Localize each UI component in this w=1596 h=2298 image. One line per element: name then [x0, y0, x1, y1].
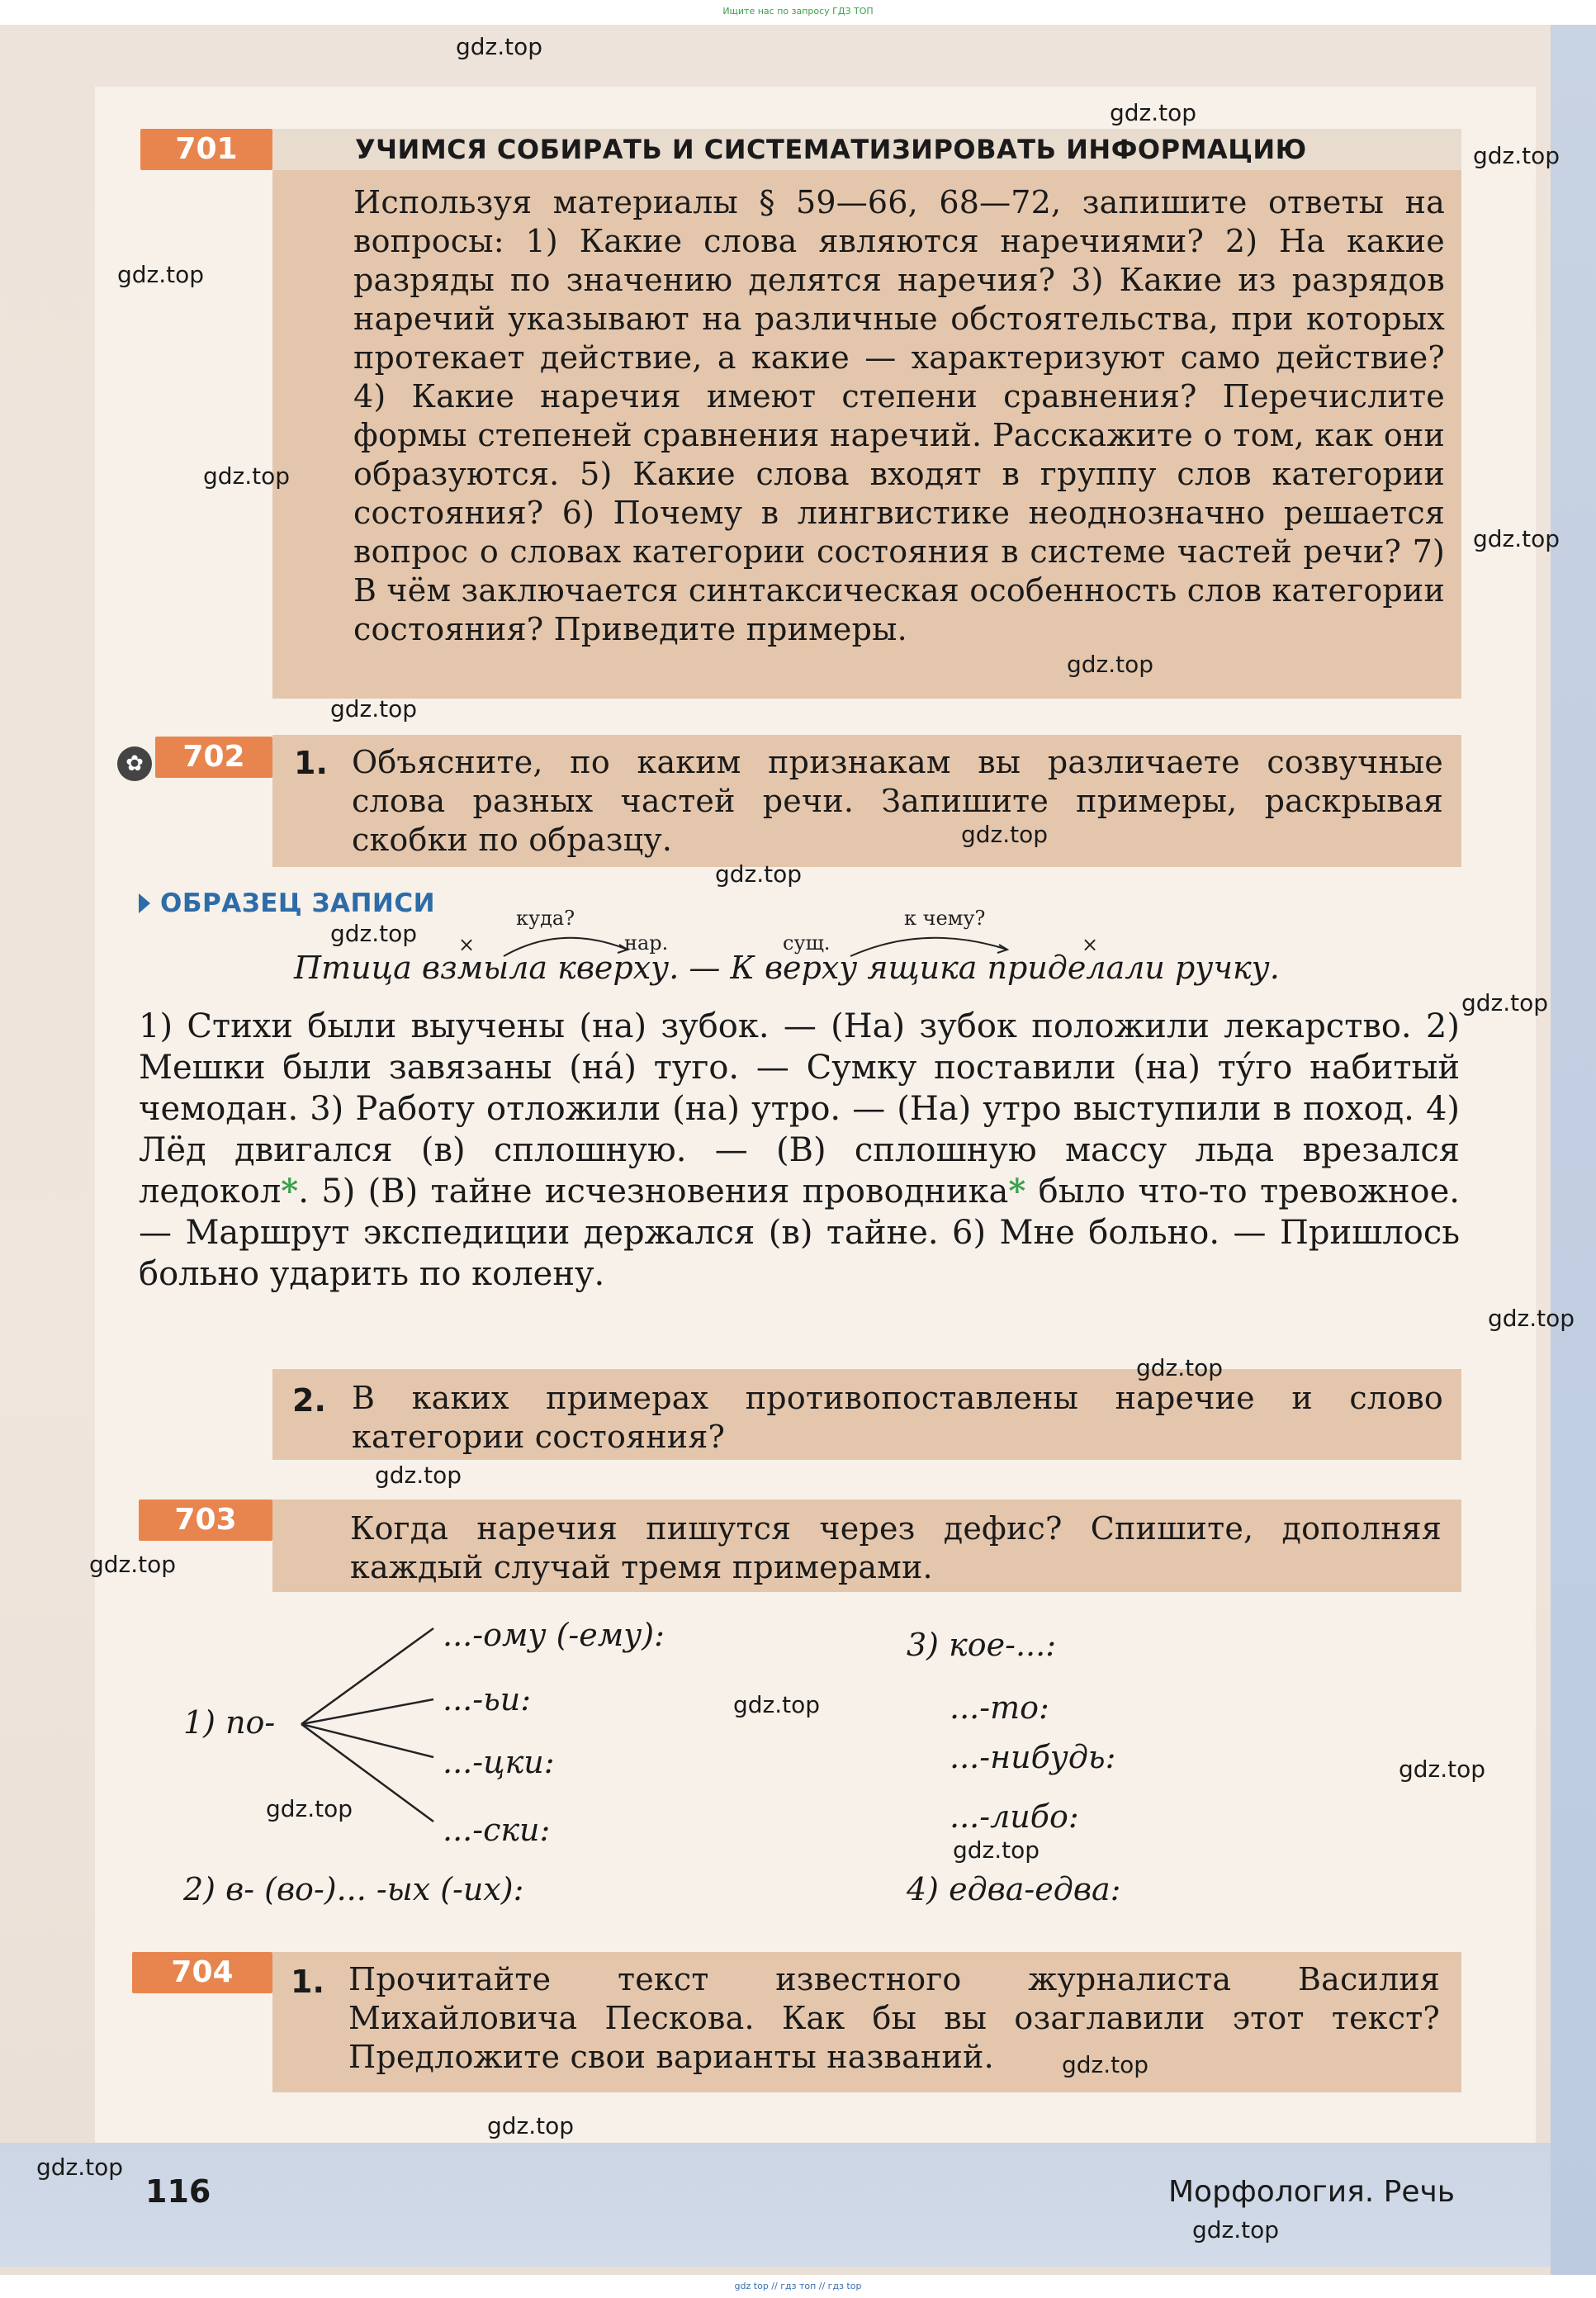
- asterisk-mark: *: [1008, 1172, 1026, 1211]
- sample-label: [139, 888, 435, 918]
- watermark: gdz.top: [36, 2153, 124, 2181]
- watermark: gdz.top: [1062, 2051, 1149, 2078]
- task-702-exercise-text: [139, 1006, 1460, 1295]
- page-number: 116: [145, 2173, 211, 2210]
- scheme-ending-omu: ...-ому (-ему):: [443, 1617, 665, 1653]
- bottom-banner: gdz top // гдз топ // гдз top: [0, 2275, 1596, 2298]
- watermark: gdz.top: [953, 1836, 1040, 1864]
- exercise-text-b: . 5) (В) тайне исчезновения проводника: [298, 1173, 1009, 1211]
- task-701-heading: УЧИМСЯ СОБИРАТЬ И СИСТЕМАТИЗИРОВАТЬ ИНФОРМАЦИЮ: [355, 134, 1307, 165]
- scheme-edva: 4) едва-едва:: [907, 1871, 1121, 1907]
- task-number-701: 701: [140, 129, 272, 170]
- top-banner: Ищите нас по запросу ГДЗ ТОП: [0, 0, 1596, 25]
- watermark: gdz.top: [1488, 1305, 1575, 1332]
- watermark: gdz.top: [1473, 142, 1560, 169]
- exercise-text-c: было что-то тревожное. — Маршрут экспедиции держался (в) тайне. 6) Мне больно. — Пришлось больно ударить по колену.: [139, 1173, 1460, 1293]
- sample-label-text: ОБРАЗЕЦ ЗАПИСИ: [160, 888, 436, 918]
- annot-noun: сущ.: [783, 931, 831, 955]
- sample-sentence: Птица взмыла кверху. — К верху ящика приделали ручку.: [294, 950, 1280, 986]
- scheme-koe: 3) кое-...:: [907, 1627, 1057, 1663]
- watermark: gdz.top: [203, 462, 291, 490]
- watermark: gdz.top: [1136, 1354, 1224, 1381]
- scheme-ending-to: ...-то:: [950, 1689, 1049, 1726]
- flower-icon: ✿: [117, 746, 152, 781]
- triangle-icon: [139, 893, 150, 913]
- watermark: gdz.top: [117, 261, 205, 288]
- scheme-ending-tski: ...-цки:: [443, 1744, 555, 1780]
- annot-question-2: к чему?: [904, 907, 986, 930]
- scheme-ending-nibud: ...-нибудь:: [950, 1739, 1116, 1775]
- scheme-ending-libo: ...-либо:: [950, 1798, 1079, 1835]
- section-title: Морфология. Речь: [1168, 2175, 1455, 2209]
- watermark: gdz.top: [961, 821, 1049, 848]
- watermark: gdz.top: [266, 1795, 353, 1822]
- watermark: gdz.top: [1399, 1755, 1486, 1783]
- task-701-text: Используя материалы § 59—66, 68—72, запишите ответы на вопросы: 1) Какие слова являются наречиями? 2) На какие разряды по значению делятся наречия? 3) Какие из разрядов наречий указывают на различные обстоятельства, при которых протекает действие, а какие — характеризуют само действие? 4) Какие наречия имеют степени сравнения? Перечислите формы степеней сравнения наречий. Расскажите о том, как они образуются. 5) Какие слова входят в группу слов категории состояния? 6) Почему в лингвистике неоднозначно решается вопрос о словах категории состояния в системе частей речи? 7) В чём заключается синтаксическая особенность слов категории состояния? Приведите примеры.: [353, 184, 1445, 647]
- task-703-text: Когда наречия пишутся через дефис? Спишите, дополняя каждый случай тремя примерами.: [350, 1510, 1442, 1585]
- scheme-ending-ski: ...-ски:: [443, 1812, 551, 1848]
- watermark: gdz.top: [1110, 99, 1197, 126]
- watermark: gdz.top: [1067, 651, 1154, 678]
- task-number-702: 702: [155, 737, 272, 778]
- watermark: gdz.top: [375, 1462, 462, 1489]
- watermark: gdz.top: [1473, 525, 1560, 552]
- watermark: gdz.top: [456, 33, 543, 60]
- watermark: gdz.top: [330, 695, 418, 723]
- task-704-text: Прочитайте текст известного журналиста Василия Михайловича Пескова. Как бы вы озаглавили этот текст? Предложите свои варианты названий.: [348, 1961, 1440, 2075]
- exercise-text-a: 1) Стихи были выучены (на) зубок. — (На) зубок положили лекарство. 2) Мешки были завязаны (на́) туго. — Сумку поставили (на) ту́го набитый чемодан. 3) Работу отложили (на) утро. — (На) утро выступили в поход. 4) Лёд двигался (в) сплошную. — (В) сплошную массу льда врезался ледокол: [139, 1007, 1460, 1211]
- page-edge: [1551, 0, 1596, 2298]
- part-number: 1.: [291, 1964, 324, 2000]
- scheme-ending-i: ...-ьи:: [443, 1681, 532, 1718]
- watermark: gdz.top: [89, 1551, 177, 1578]
- annot-cross: ×: [458, 933, 476, 956]
- task-number-704: 704: [132, 1952, 272, 1993]
- annot-cross: ×: [1082, 933, 1099, 956]
- watermark: gdz.top: [330, 920, 418, 947]
- part-number: 1.: [294, 745, 328, 781]
- watermark: gdz.top: [1461, 989, 1549, 1016]
- watermark: gdz.top: [733, 1691, 821, 1718]
- asterisk-mark: *: [281, 1172, 299, 1211]
- task-702-part2-text: В каких примерах противопоставлены наречие и слово категории состояния?: [352, 1380, 1443, 1455]
- annot-question-1: куда?: [516, 907, 575, 930]
- watermark: gdz.top: [487, 2112, 575, 2139]
- task-number-703: 703: [139, 1500, 272, 1541]
- watermark: gdz.top: [1192, 2216, 1280, 2244]
- part-number: 2.: [292, 1382, 326, 1419]
- scheme-v-vo: 2) в- (во-)... -ых (-их):: [183, 1871, 524, 1907]
- annot-adverb: нар.: [624, 931, 669, 955]
- watermark: gdz.top: [715, 860, 803, 888]
- scheme-po: 1) по-: [183, 1704, 276, 1741]
- task-702-part1-text: Объясните, по каким признакам вы различаете созвучные слова разных частей речи. Запишите примеры, раскрывая скобки по образцу.: [352, 744, 1443, 858]
